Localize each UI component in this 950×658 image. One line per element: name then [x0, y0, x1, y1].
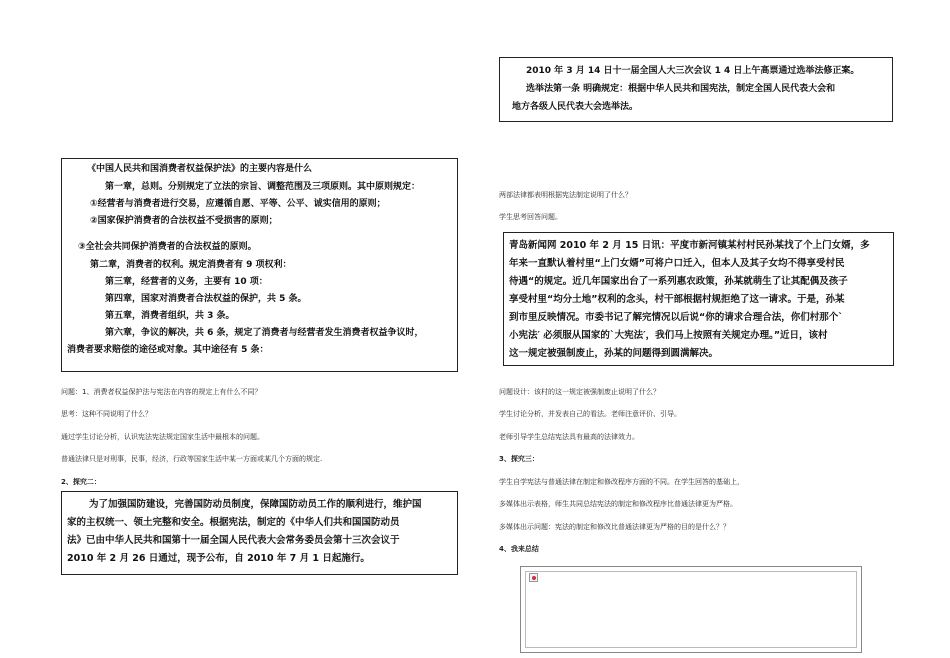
news-line-4: 享受村里“均分土地”权利的念头，村干部根据村规拒绝了这一请求。于是，孙某 [509, 294, 845, 305]
multimedia-table-text: 多媒体出示表格，师生共同总结宪法的制定和修改程序比普通法律更为严格。 [499, 500, 737, 508]
question-design: 问题设计：该村的这一规定被强制废止说明了什么？ [499, 388, 660, 396]
consumer-law-box [61, 158, 458, 372]
chapter-1: 第一章，总则。分别规定了立法的宗旨、调整范围及三项原则。其中原则规定： [105, 182, 421, 192]
principle-3: ③全社会共同保护消费者的合法权益的原则。 [78, 242, 257, 252]
consumer-law-title: 《中国人民共和国消费者权益保护法》的主要内容是什么 [87, 164, 313, 174]
news-line-7: 这一规定被强制废止，孙某的问题得到圆满解决。 [509, 348, 719, 359]
general-law-text: 普通法律只是对刑事，民事，经济，行政等国家生活中某一方面或某几个方面的规定. [61, 455, 323, 463]
explore-2-heading: 2、探究二： [61, 478, 101, 486]
summary-heading: 4、我来总结 [499, 545, 539, 553]
chapter-4: 第四章，国家对消费者合法权益的保护，共 5 条。 [105, 294, 307, 304]
election-law-line-3: 地方各级人民代表大会选举法。 [512, 102, 639, 112]
chapter-6-cont: 消费者要求赔偿的途径或对象。其中途径有 5 条： [67, 345, 269, 355]
election-law-box [499, 57, 893, 122]
defense-law-box [61, 491, 458, 575]
election-law-line-2: 选举法第一条 明确规定：根据中华人民共和国宪法，制定全国人民代表大会和 [526, 84, 836, 94]
multimedia-question-text: 多媒体出示问题：宪法的制定和修改比普通法律更为严格的目的是什么？？ [499, 523, 730, 531]
student-think: 学生思考回答问题。 [499, 213, 562, 221]
teacher-guide: 老师引导学生总结宪法具有最高的法律效力。 [499, 433, 639, 441]
defense-line-2: 家的主权统一、领土完整和安全。根据宪法，制定的《中华人们共和国国防动员 [67, 517, 400, 528]
self-study-text: 学生自学宪法与普通法律在制定和修改程序方面的不同。在学生回答的基础上， [499, 478, 744, 486]
news-line-2: 年来一直默认着村里“上门女婿”可将户口迁入，但本人及其子女均不得享受村民 [509, 258, 845, 269]
principle-2: ②国家保护消费者的合法权益不受损害的原则； [90, 216, 278, 226]
chapter-2: 第二章，消费者的权利。规定消费者有 9 项权利： [90, 260, 292, 270]
chapter-5: 第五章，消费者组织，共 3 条。 [105, 311, 235, 321]
qingdao-news-box [503, 232, 894, 366]
news-line-1: 青岛新闻网 2010 年 2 月 15 日讯：平度市新河镇某村村民孙某找了个上门女婿，多 [509, 240, 870, 251]
chapter-6: 第六章，争议的解决，共 6 条，规定了消费者与经营者发生消费者权益争议时， [105, 328, 424, 338]
explore-3-heading: 3、探究三： [499, 455, 539, 463]
news-line-3: 待遇“的规定。近几年国家出台了一系列惠农政策，孙某就萌生了让其配偶及孩子 [509, 276, 848, 287]
chapter-3: 第三章，经营者的义务，主要有 10 项： [105, 277, 268, 287]
news-line-6: 小宪法′ 必须服从国家的`大宪法′，我们马上按照有关规定办理。”近日，该村 [509, 330, 828, 341]
defense-line-1: 为了加强国防建设，完善国防动员制度，保障国防动员工作的顺利进行，维护国 [89, 499, 422, 510]
election-law-line-1: 2010 年 3 月 14 日十一届全国人大三次会议 1 4 日上午高票通过选举法修正案。 [526, 66, 860, 76]
think-question: 思考：这种不同说明了什么？ [61, 410, 152, 418]
news-line-5: 到市里反映情况。市委书记了解完情况以后说“你的请求合理合法，你们村那个` [509, 312, 843, 323]
broken-image-icon [529, 573, 538, 582]
summary-inner-frame [525, 571, 857, 648]
defense-line-3: 法》已由中华人民共和国第十一届全国人民代表大会常务委员会第十三次会议于 [67, 535, 400, 546]
summary-frame [520, 566, 862, 653]
question-1: 问题：1、消费者权益保护法与宪法在内容的规定上有什么不同？ [61, 388, 262, 396]
two-laws-question: 两部法律都表明根据宪法制定说明了什么？ [499, 191, 632, 199]
defense-line-4: 2010 年 2 月 26 日通过，现予公布，自 2010 年 7 月 1 日起施行。 [67, 553, 370, 564]
discuss-text: 通过学生讨论分析，认识宪法宪法规定国家生活中最根本的问题。 [61, 433, 264, 441]
principle-1: ①经营者与消费者进行交易，应遵循自愿、平等、公平、诚实信用的原则； [90, 199, 386, 209]
student-discuss: 学生讨论分析，并发表自己的看法。老师注意评价、引导。 [499, 410, 681, 418]
